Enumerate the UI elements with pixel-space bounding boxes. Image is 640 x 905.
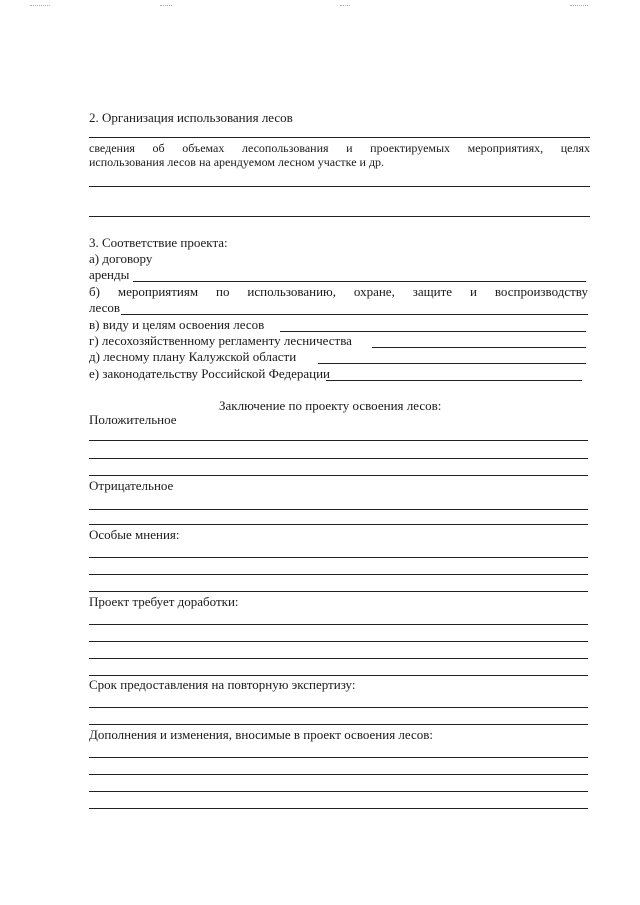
fill-line: [89, 757, 588, 758]
fill-line: [89, 440, 588, 441]
item-b-line1: б) мероприятиям по использованию, охране, защите и воспроизводству: [89, 284, 588, 299]
item-a-continuation: аренды: [89, 267, 130, 282]
fill-line: [318, 363, 586, 364]
fill-line: [89, 624, 588, 625]
fill-line: [372, 347, 586, 348]
section2-note-line2: использования лесов на арендуемом лесном участке и др.: [89, 155, 385, 169]
fill-line: [280, 331, 586, 332]
fill-line: [89, 216, 590, 217]
fill-line: [89, 791, 588, 792]
scan-artifact: [340, 5, 350, 7]
additions-label: Дополнения и изменения, вносимые в проект освоения лесов:: [89, 727, 434, 742]
section2-note-line1: сведения об объемах лесопользования и проектируемых мероприятиях, целях: [89, 141, 590, 155]
item-g: г) лесохозяйственному регламенту лесничества: [89, 333, 352, 348]
fill-line: [121, 314, 588, 315]
negative-label: Отрицательное: [89, 478, 174, 493]
item-a-label: а) договору: [89, 251, 153, 266]
fill-line: [326, 380, 582, 381]
fill-line: [89, 774, 588, 775]
section2-heading: 2. Организация использования лесов: [89, 110, 293, 125]
fill-line: [89, 591, 588, 592]
fill-line: [89, 641, 588, 642]
fill-line: [133, 281, 586, 282]
item-e: е) законодательству Российской Федерации: [89, 366, 331, 381]
section3-heading: 3. Соответствие проекта:: [89, 235, 228, 250]
item-b-continuation: лесов: [89, 300, 120, 315]
item-d: д) лесному плану Калужской области: [89, 349, 297, 364]
fill-line: [89, 724, 588, 725]
fill-line: [89, 658, 588, 659]
fill-line: [89, 808, 588, 809]
special-opinions-label: Особые мнения:: [89, 527, 180, 542]
rework-label: Проект требует доработки:: [89, 594, 239, 609]
fill-line: [89, 707, 588, 708]
positive-label: Положительное: [89, 412, 177, 427]
scan-artifact: [30, 5, 50, 7]
fill-line: [89, 458, 588, 459]
scan-artifact: [570, 5, 588, 7]
fill-line: [89, 137, 590, 138]
fill-line: [89, 675, 588, 676]
fill-line: [89, 509, 588, 510]
deadline-label: Срок предоставления на повторную экспертизу:: [89, 677, 356, 692]
item-v: в) виду и целям освоения лесов: [89, 317, 265, 332]
conclusion-title: Заключение по проекту освоения лесов:: [219, 398, 442, 413]
fill-line: [89, 524, 588, 525]
fill-line: [89, 475, 588, 476]
fill-line: [89, 186, 590, 187]
scan-artifact: [160, 5, 172, 7]
fill-line: [89, 557, 588, 558]
fill-line: [89, 574, 588, 575]
